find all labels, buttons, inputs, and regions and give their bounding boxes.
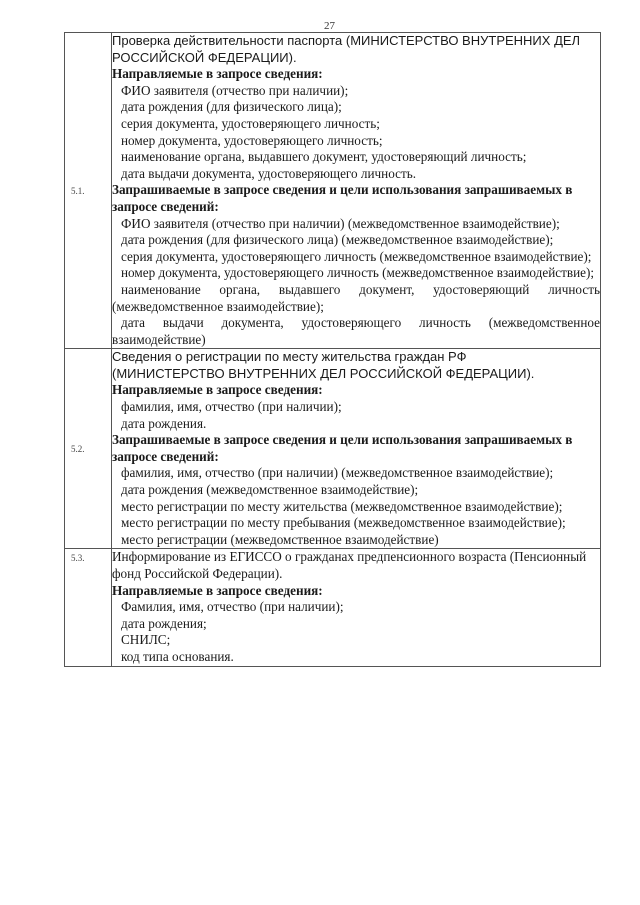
list-item: место регистрации по месту жительства (межведомственное взаимодействие);: [121, 498, 563, 514]
list-item: номер документа, удостоверяющего личность (межведомственное взаимодействие);: [121, 265, 595, 281]
list-item: наименование органа, выдавшего документ, удостоверяющий личность (межведомственное взаимодействие);: [112, 281, 600, 314]
list-item: дата выдачи документа, удостоверяющего личность (межведомственное взаимодействие): [112, 315, 600, 347]
list-item: серия документа, удостоверяющего личность;: [121, 115, 380, 131]
list-item: место регистрации по месту пребывания (межведомственное взаимодействие);: [121, 515, 566, 531]
list-item: код типа основания.: [121, 648, 234, 664]
list-item: дата выдачи документа, удостоверяющего личность.: [121, 165, 417, 181]
row-content: [112, 549, 601, 666]
row-content: [112, 33, 601, 349]
list-item: дата рождения;: [121, 615, 207, 631]
table-row: [65, 549, 601, 666]
list-item: дата рождения.: [121, 415, 207, 431]
list-item: номер документа, удостоверяющего личность;: [121, 132, 383, 148]
list-item: дата рождения (для физического лица);: [121, 99, 342, 115]
list-item: фамилия, имя, отчество (при наличии);: [121, 399, 342, 415]
requested-header: Запрашиваемые в запросе сведения и цели использования запрашиваемых в запросе сведений:: [112, 432, 573, 464]
list-item: фамилия, имя, отчество (при наличии) (межведомственное взаимодействие);: [121, 465, 554, 481]
sent-header: Направляемые в запросе сведения:: [112, 66, 323, 82]
list-item: место регистрации (межведомственное взаимодействие): [121, 531, 439, 547]
table-row: [65, 33, 601, 349]
table-row: [65, 349, 601, 549]
services-table: [64, 32, 601, 667]
list-item: СНИЛС;: [121, 632, 171, 648]
list-item: Фамилия, имя, отчество (при наличии);: [121, 599, 344, 615]
row-number: 5.3.: [65, 549, 112, 666]
service-title-line-1: Сведения о регистрации по месту жительства граждан РФ: [112, 349, 467, 365]
row-number: 5.2.: [65, 349, 112, 549]
list-item: дата рождения (межведомственное взаимодействие);: [121, 482, 419, 498]
list-item: дата рождения (для физического лица) (межведомственное взаимодействие);: [121, 232, 554, 248]
list-item: ФИО заявителя (отчество при наличии);: [121, 82, 349, 98]
service-title: Информирование из ЕГИССО о гражданах предпенсионного возраста (Пенсионный фонд Российской Федерации).: [112, 549, 587, 581]
row-content: [112, 349, 601, 549]
service-title-line-2: (МИНИСТЕРСТВО ВНУТРЕННИХ ДЕЛ РОССИЙСКОЙ ФЕДЕРАЦИИ).: [112, 365, 535, 381]
service-title: Проверка действительности паспорта (МИНИСТЕРСТВО ВНУТРЕННИХ ДЕЛ РОССИЙСКОЙ ФЕДЕРАЦИИ).: [112, 33, 581, 65]
requested-header: Запрашиваемые в запросе сведения и цели использования запрашиваемых в запросе сведений:: [112, 182, 573, 214]
list-item: ФИО заявителя (отчество при наличии) (межведомственное взаимодействие);: [121, 215, 560, 231]
sent-header: Направляемые в запросе сведения:: [112, 382, 323, 398]
list-item: серия документа, удостоверяющего личность (межведомственное взаимодействие);: [121, 248, 592, 264]
row-number: 5.1.: [65, 33, 112, 349]
list-item: наименование органа, выдавшего документ, удостоверяющий личность;: [121, 149, 527, 165]
sent-header: Направляемые в запросе сведения:: [112, 582, 323, 598]
page-number: 27: [324, 20, 335, 32]
